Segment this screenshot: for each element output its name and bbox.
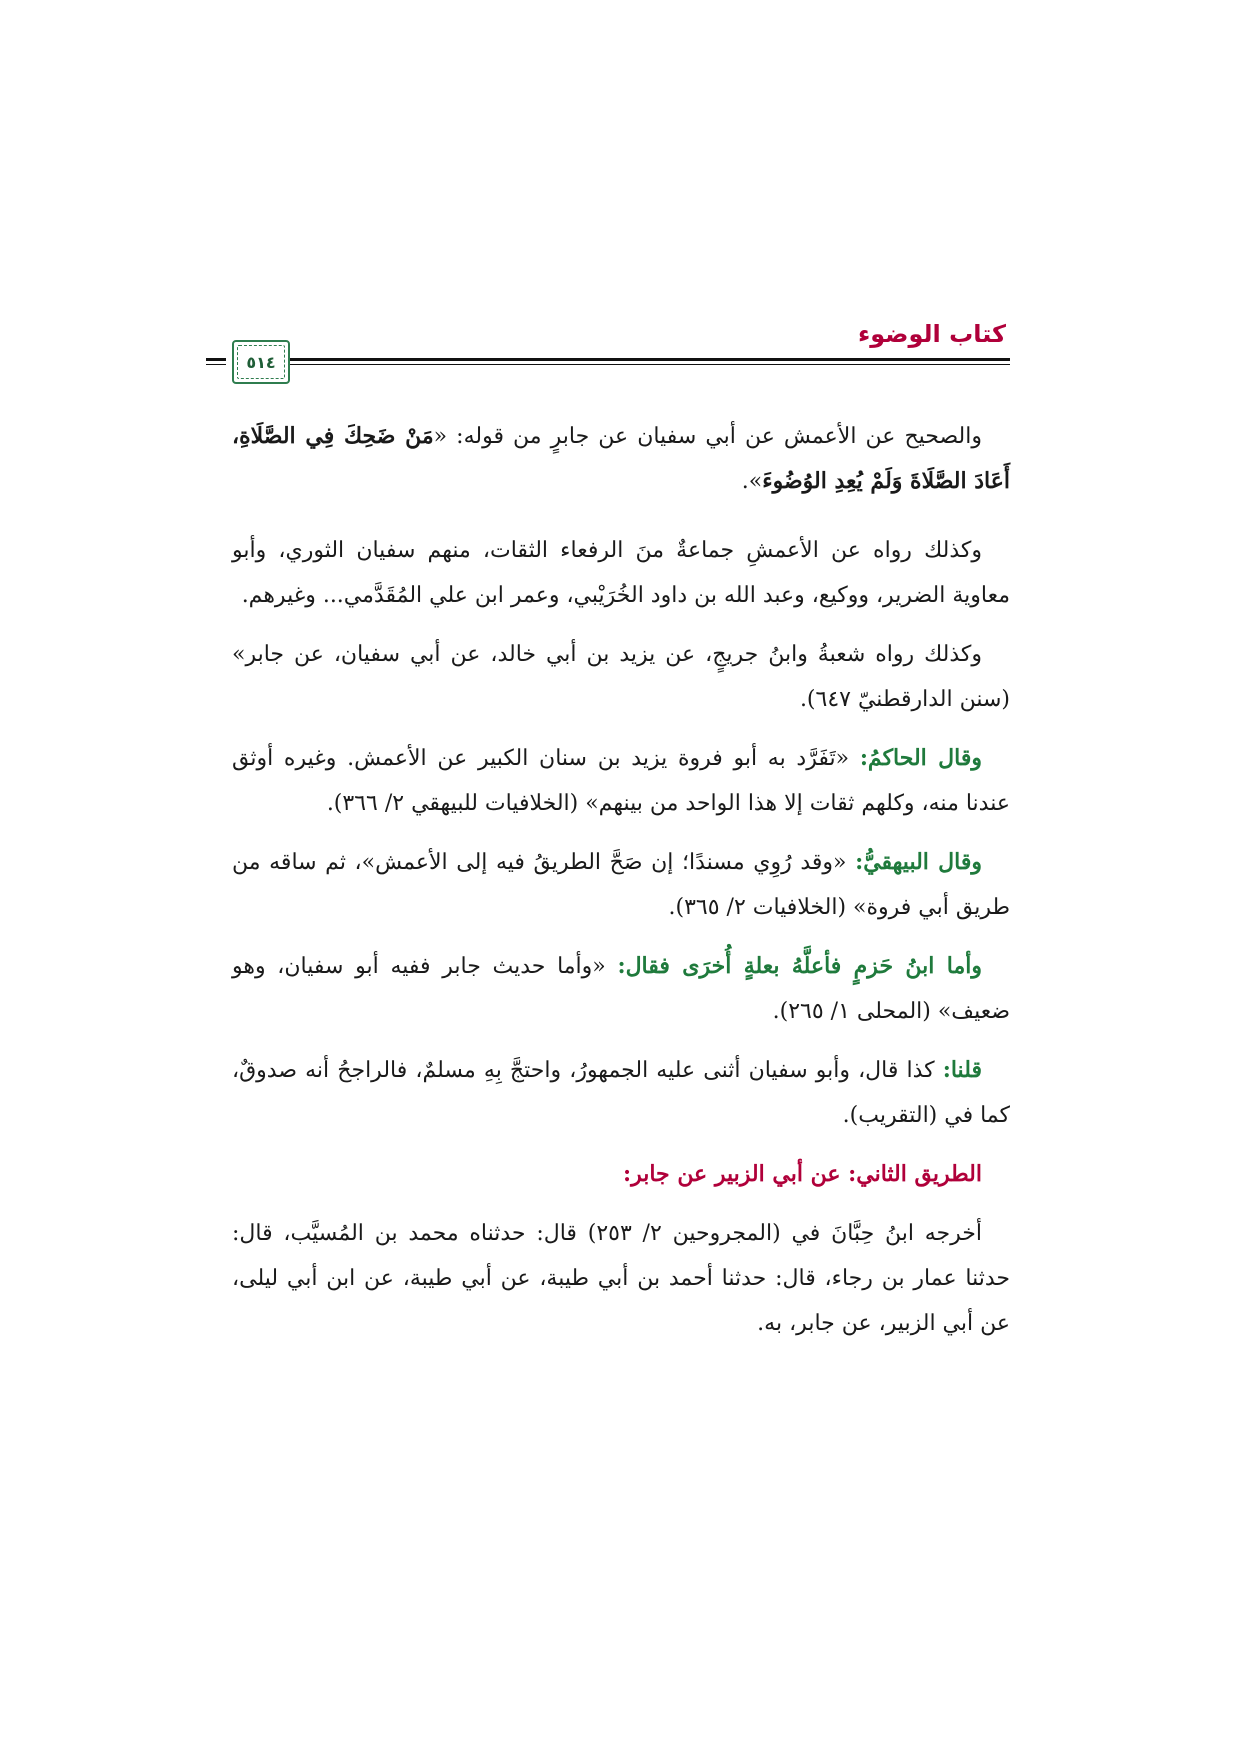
paragraph-2: وكذلك رواه عن الأعمشِ جماعةٌ منَ الرفعاء الثقات، منهم سفيان الثوري، وأبو معاوية الضرير، ووكيع، وعبد الله بن داود الخُرَيْبي، وعمر ابن علي المُقَدَّمي... وغيرهم.	[232, 538, 1010, 608]
header-rule-thin	[232, 364, 1010, 365]
paragraph-1-end: ».	[741, 469, 763, 494]
paragraph-7	[232, 1048, 1010, 1138]
section-subheading: الطريق الثاني: عن أبي الزبير عن جابر:	[622, 1161, 982, 1187]
speaker-qulna: قلنا:	[942, 1057, 982, 1083]
badge-tail-thick	[206, 358, 226, 361]
page-content	[232, 414, 1010, 1360]
speaker-hakim: وقال الحاكمُ:	[859, 745, 982, 771]
paragraph-5-text: «وقد رُوِي مسندًا؛ إن صَحَّ الطريقُ فيه إلى الأعمش»، ثم ساقه من طريق أبي فروة» (الخلافيات ٢/ ٣٦٥).	[232, 850, 1010, 920]
paragraph-6	[232, 944, 1010, 1034]
paragraph-6-text: «وأما حديث جابر ففيه أبو سفيان، وهو ضعيف» (المحلى ١/ ٢٦٥).	[232, 954, 1010, 1024]
page-header	[232, 318, 1010, 398]
paragraph-4-text: «تَفَرَّد به أبو فروة يزيد بن سنان الكبير عن الأعمش. وغيره أوثق عندنا منه، وكلهم ثقات إلا هذا الواحد من بينهم» (الخلافيات للبيهقي ٢/ ٣٦٦).	[232, 746, 1010, 816]
page-number: ٥١٤	[246, 352, 276, 372]
speaker-bayhaqi: وقال البيهقيُّ:	[855, 849, 982, 875]
book-title: كتاب الوضوء	[857, 320, 1006, 348]
paragraph-1	[232, 414, 1010, 504]
header-rule-thick	[232, 358, 1010, 361]
paragraph-1-text: والصحيح عن الأعمش عن أبي سفيان عن جابرٍ من قوله: «	[433, 424, 982, 449]
paragraph-3: وكذلك رواه شعبةُ وابنُ جريجٍ، عن يزيد بن أبي خالد، عن أبي سفيان، عن جابر» (سنن الدارقطنيّ ٦٤٧).	[232, 642, 1010, 712]
badge-tail-thin	[206, 364, 226, 365]
hadith-quote: مَنْ ضَحِكَ فِي الصَّلَاةِ، أَعَادَ الصَّلَاةَ وَلَمْ يُعِدِ الوُضُوءَ	[232, 423, 1010, 494]
paragraph-7-text: كذا قال، وأبو سفيان أثنى عليه الجمهورُ، واحتجَّ بِهِ مسلمٌ، فالراجحُ أنه صدوقٌ، كما في (التقريب).	[232, 1058, 1010, 1128]
paragraph-5	[232, 840, 1010, 930]
paragraph-8: أخرجه ابنُ حِبَّانَ في (المجروحين ٢/ ٢٥٣) قال: حدثناه محمد بن المُسيَّب، قال: حدثنا عمار بن رجاء، قال: حدثنا أحمد بن أبي طيبة، عن أبي طيبة، عن ابن أبي ليلى، عن أبي الزبير، عن جابر، به.	[232, 1221, 1010, 1336]
paragraph-4	[232, 736, 1010, 826]
page-number-badge	[232, 340, 290, 384]
speaker-ibn-hazm: وأما ابنُ حَزمٍ فأعلَّهُ بعلةٍ أُخرَى فقال:	[617, 953, 982, 979]
